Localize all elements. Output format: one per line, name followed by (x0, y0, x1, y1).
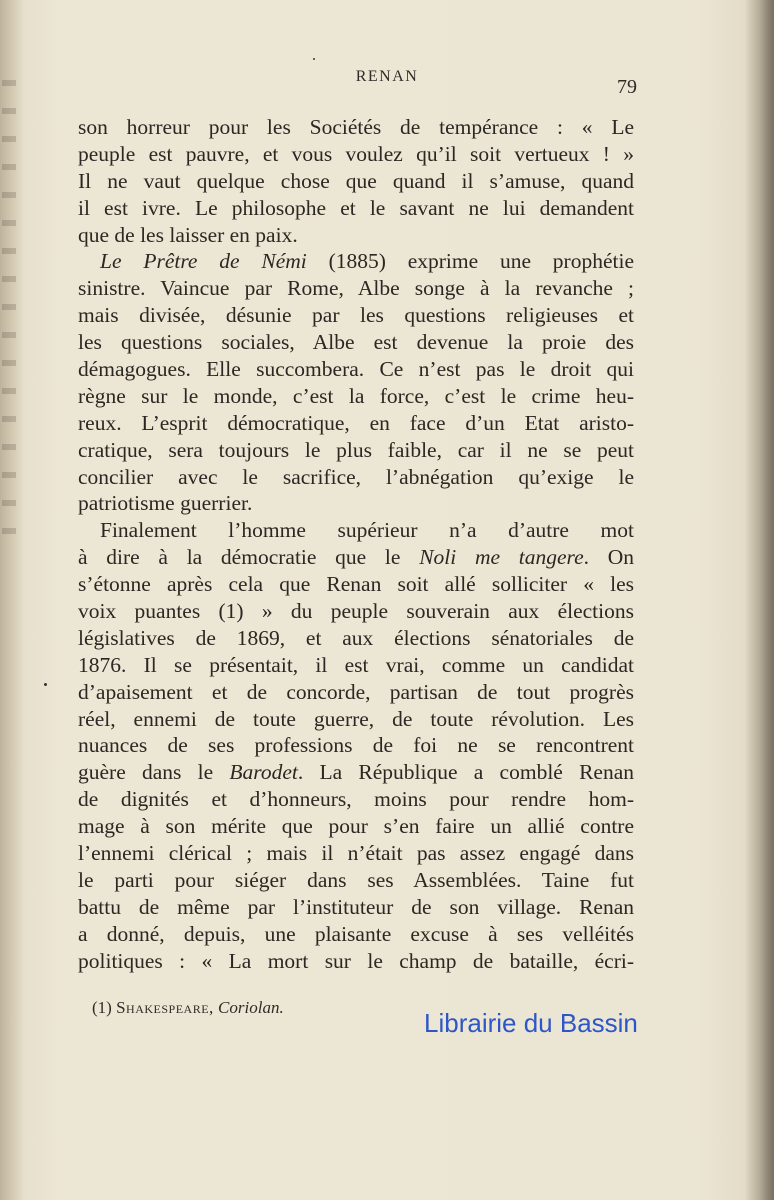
text-line (78, 759, 634, 786)
text-run: s’étonne après cela que Renan soit allé solliciter « les (78, 572, 634, 597)
text-run: reux. L’esprit démocratique, en face d’un Etat aristo- (78, 410, 634, 435)
paper-speck (44, 683, 47, 686)
text-line (78, 464, 634, 491)
text-run: Il ne vaut quelque chose que quand il s’amuse, quand (78, 168, 634, 193)
text-line (78, 356, 634, 383)
text-run: règne sur le monde, c’est la force, c’est le crime heu- (78, 383, 634, 408)
text-line (78, 195, 634, 222)
text-line (78, 652, 634, 679)
text-line (78, 786, 634, 813)
text-line (78, 329, 634, 356)
text-line (78, 302, 634, 329)
text-line (78, 732, 634, 759)
text-run: patriotisme guerrier. (78, 491, 253, 516)
text-line (78, 948, 634, 975)
seller-watermark: Librairie du Bassin (424, 1008, 638, 1038)
facing-page-bleed (2, 80, 16, 540)
text-line (78, 894, 634, 921)
page-edge-shadow (744, 0, 774, 1200)
text-run: concilier avec le sacrifice, l’abnégation qu’exige le (78, 464, 634, 489)
text-line (78, 571, 634, 598)
text-run: sinistre. Vaincue par Rome, Albe songe à la revanche ; (78, 276, 634, 301)
text-line (78, 222, 634, 249)
text-line (78, 598, 634, 625)
footnote-title: Coriolan. (218, 998, 284, 1017)
italic-title: Noli me tangere (419, 545, 584, 570)
text-run: guère dans le (78, 760, 230, 785)
text-run: il est ivre. Le philosophe et le savant ne lui demandent (78, 195, 634, 220)
body-text (78, 114, 634, 975)
text-run: politiques : « La mort sur le champ de bataille, écri- (78, 948, 634, 973)
text-run: que de les laisser en paix. (78, 222, 298, 247)
footnote-author: Shakespeare, (116, 998, 214, 1017)
text-line (78, 410, 634, 437)
text-run: . On (583, 545, 634, 570)
text-line (78, 248, 634, 275)
text-run: cratique, sera toujours le plus faible, car il ne se peut (78, 437, 634, 462)
footnote-marker: (1) (92, 998, 112, 1017)
text-line (78, 679, 634, 706)
text-line (78, 437, 634, 464)
text-run: (1885) exprime une prophétie (306, 249, 634, 274)
text-run: . La République a comblé Renan (297, 760, 634, 785)
text-run: d’apaisement et de concorde, partisan de tout progrès (78, 679, 634, 704)
italic-title: Barodet (229, 760, 298, 785)
page-number: 79 (617, 76, 637, 98)
text-line (78, 114, 634, 141)
text-run: son horreur pour les Sociétés de tempérance : « Le (78, 115, 634, 139)
text-line (78, 168, 634, 195)
paper-speck (313, 58, 315, 60)
text-run: à dire à la démocratie que le (78, 545, 420, 570)
text-line (78, 921, 634, 948)
text-run: de dignités et d’honneurs, moins pour rendre hom- (78, 787, 634, 812)
text-line (78, 706, 634, 733)
text-run: Finalement l’homme supérieur n’a d’autre mot (100, 518, 634, 543)
text-run: a donné, depuis, une plaisante excuse à ses velléités (78, 921, 634, 946)
page-gutter-shadow (0, 0, 24, 1200)
text-run: le parti pour siéger dans ses Assemblées. Taine fut (78, 867, 634, 892)
footnote (92, 998, 284, 1018)
text-run: mais divisée, désunie par les questions religieuses et (78, 303, 634, 328)
text-run: voix puantes (1) » du peuple souverain aux élections (78, 599, 634, 624)
text-run: battu de même par l’instituteur de son village. Renan (78, 894, 634, 919)
text-run: réel, ennemi de toute guerre, de toute révolution. Les (78, 706, 634, 731)
text-line (78, 275, 634, 302)
text-run: législatives de 1869, et aux élections sénatoriales de (78, 625, 634, 650)
text-line (78, 544, 634, 571)
running-head: RENAN (355, 68, 419, 85)
text-run: l’ennemi clérical ; mais il n’était pas assez engagé dans (78, 841, 634, 866)
text-run: peuple est pauvre, et vous voulez qu’il soit vertueux ! » (78, 141, 634, 166)
text-line (78, 813, 634, 840)
text-line (78, 141, 634, 168)
text-run: 1876. Il se présentait, il est vrai, comme un candidat (78, 652, 634, 677)
text-run: nuances de ses professions de foi ne se rencontrent (78, 733, 634, 758)
text-line (78, 867, 634, 894)
text-line (78, 490, 634, 517)
text-run: démagogues. Elle succombera. Ce n’est pas le droit qui (78, 357, 634, 382)
text-line (78, 383, 634, 410)
italic-title: Le Prêtre de Némi (100, 249, 307, 274)
text-run: les questions sociales, Albe est devenue la proie des (78, 330, 634, 355)
text-line (78, 517, 634, 544)
text-line (78, 625, 634, 652)
text-line (78, 840, 634, 867)
text-run: mage à son mérite que pour s’en faire un allié contre (78, 814, 634, 839)
